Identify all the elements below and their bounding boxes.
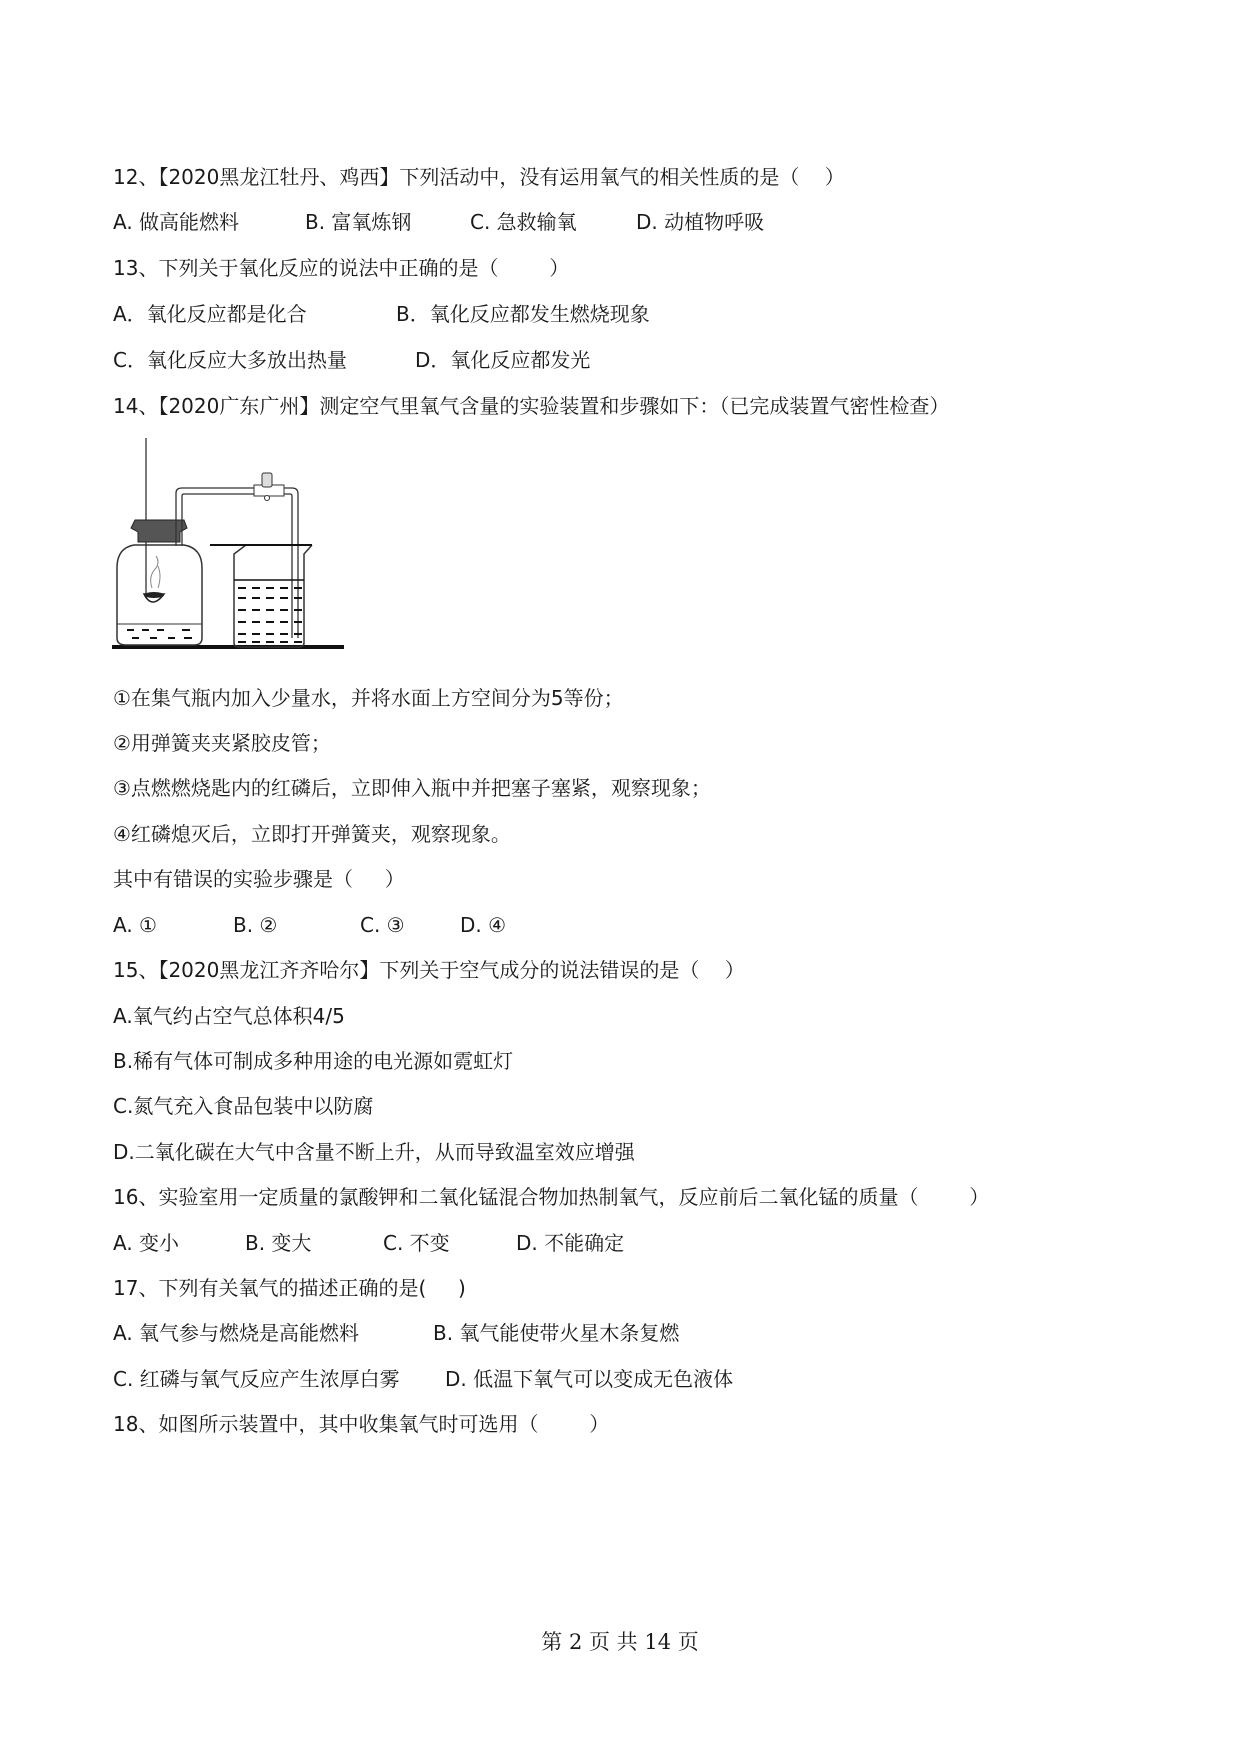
- q17-option-c: C. 红磷与氧气反应产生浓厚白雾: [113, 1367, 400, 1391]
- q14-sub-question: 其中有错误的实验步骤是（ ）: [113, 867, 405, 891]
- question-17-stem: 17、下列有关氧气的描述正确的是( ): [113, 1276, 466, 1300]
- q13-option-c: C．氧化反应大多放出热量: [113, 348, 347, 372]
- question-14-stem: 14、【2020广东广州】测定空气里氧气含量的实验装置和步骤如下：（已完成装置气密性检查）: [113, 394, 950, 418]
- q12-option-b: B. 富氧炼钢: [305, 210, 412, 234]
- q16-option-b: B. 变大: [245, 1231, 312, 1255]
- question-16-stem: 16、实验室用一定质量的氯酸钾和二氧化锰混合物加热制氧气，反应前后二氧化锰的质量（ ）: [113, 1185, 990, 1209]
- q16-option-c: C. 不变: [383, 1231, 450, 1255]
- q14-option-c: C. ③: [360, 913, 405, 937]
- q14-step-4: ④红磷熄灭后，立即打开弹簧夹，观察现象。: [113, 822, 511, 846]
- q16-option-d: D. 不能确定: [516, 1231, 625, 1255]
- question-15-stem: 15、【2020黑龙江齐齐哈尔】下列关于空气成分的说法错误的是（ ）: [113, 958, 745, 982]
- question-18-stem: 18、如图所示装置中，其中收集氧气时可选用（ ）: [113, 1412, 610, 1436]
- q14-option-d: D. ④: [460, 913, 507, 937]
- q17-option-a: A. 氧气参与燃烧是高能燃料: [113, 1321, 360, 1345]
- q14-step-2: ②用弹簧夹夹紧胶皮管；: [113, 731, 331, 755]
- q15-option-b: B.稀有气体可制成多种用途的电光源如霓虹灯: [113, 1049, 514, 1073]
- page-footer: 第 2 页 共 14 页: [541, 1630, 699, 1654]
- q13-option-a: A．氧化反应都是化合: [113, 302, 307, 326]
- q12-option-c: C. 急救输氧: [470, 210, 577, 234]
- question-13-stem: 13、下列关于氧化反应的说法中正确的是（ ）: [113, 256, 570, 280]
- q16-option-a: A. 变小: [113, 1231, 180, 1255]
- q14-step-3: ③点燃燃烧匙内的红磷后，立即伸入瓶中并把塞子塞紧，观察现象；: [113, 776, 711, 800]
- q12-option-a: A. 做高能燃料: [113, 210, 240, 234]
- q15-option-c: C.氮气充入食品包装中以防腐: [113, 1094, 374, 1118]
- q15-option-d: D.二氧化碳在大气中含量不断上升，从而导致温室效应增强: [113, 1140, 635, 1164]
- q14-option-a: A. ①: [113, 913, 157, 937]
- q12-option-d: D. 动植物呼吸: [636, 210, 765, 234]
- apparatus-figure: [112, 438, 352, 653]
- q14-step-1: ①在集气瓶内加入少量水，并将水面上方空间分为5等份；: [113, 686, 624, 710]
- q14-option-b: B. ②: [233, 913, 278, 937]
- q17-option-d: D. 低温下氧气可以变成无色液体: [445, 1367, 734, 1391]
- question-12-stem: 12、【2020黑龙江牡丹、鸡西】下列活动中，没有运用氧气的相关性质的是（ ）: [113, 165, 845, 189]
- q13-option-b: B．氧化反应都发生燃烧现象: [396, 302, 650, 326]
- q15-option-a: A.氧气约占空气总体积4/5: [113, 1004, 345, 1028]
- q13-option-d: D．氧化反应都发光: [415, 348, 591, 372]
- q17-option-b: B. 氧气能使带火星木条复燃: [433, 1321, 680, 1345]
